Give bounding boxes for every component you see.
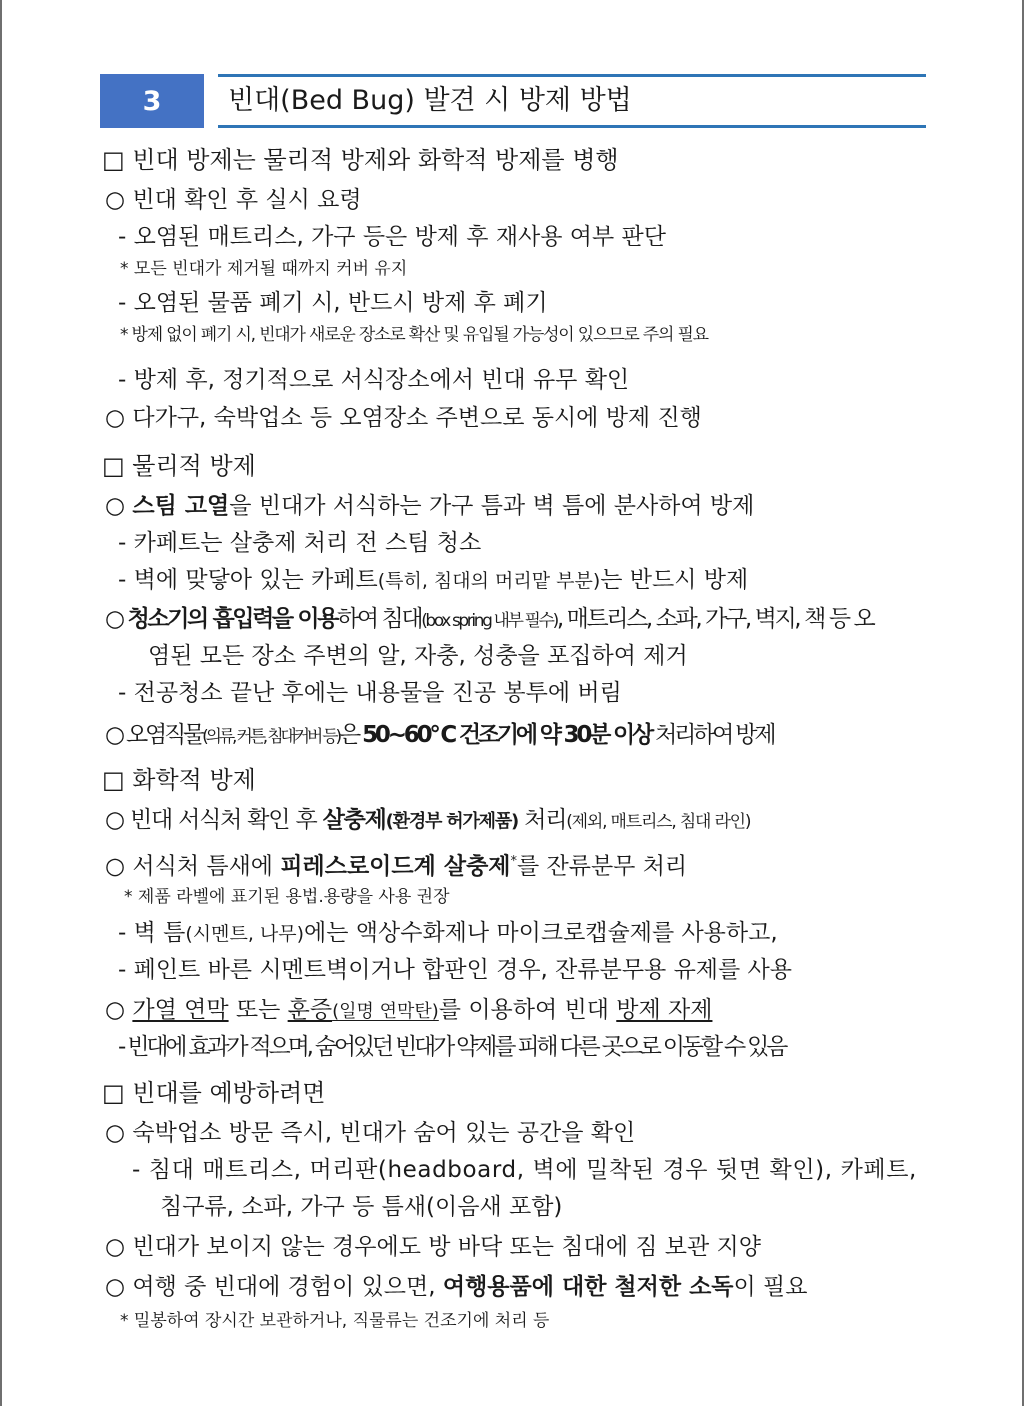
item-check-on-arrival: ○ 숙박업소 방문 즉시, 빈대가 숨어 있는 공간을 확인	[105, 1120, 636, 1146]
item-insecticide: ○ 빈대 서식처 확인 후 살충제(환경부 허가제품) 처리(제외, 매트리스, 침대 라인)	[105, 807, 751, 833]
sub-item-regular-check: - 방제 후, 정기적으로 서식장소에서 빈대 유무 확인	[118, 367, 630, 393]
heading-prevention: □ 빈대를 예방하려면	[102, 1079, 326, 1107]
note-label-usage: * 제품 라벨에 표기된 용법.용량을 사용 권장	[124, 887, 450, 907]
section-number: 3	[100, 74, 204, 128]
item-vacuum: ○ 청소기의 흡입력을 이용하여 침대(box spring 내부 필수), 매트리스, 소파, 가구, 벽지, 책 등 오	[105, 606, 874, 632]
sub-item-carpet-wall: - 벽에 맞닿아 있는 카페트(특히, 침대의 머리맡 부분)는 반드시 방제	[118, 567, 749, 593]
note-disposal-warning: * 방제 없이 폐기 시, 빈대가 새로운 장소로 확산 및 유입될 가능성이 있으므로 주의 필요	[120, 325, 708, 345]
heading-physical-control: □ 물리적 방제	[102, 452, 256, 480]
section-title: 빈대(Bed Bug) 발견 시 방제 방법	[218, 74, 926, 128]
sub-item-check-spots-continued: 침구류, 소파, 가구 등 틈새(이음새 포함)	[160, 1194, 563, 1220]
sub-item-vacuum-bag: - 전공청소 끝난 후에는 내용물을 진공 봉투에 버림	[118, 680, 622, 706]
item-simultaneous-control: ○ 다가구, 숙박업소 등 오염장소 주변으로 동시에 방제 진행	[105, 405, 702, 431]
sub-item-painted-wall: - 페인트 바른 시멘트벽이거나 합판인 경우, 잔류분무용 유제를 사용	[118, 957, 792, 983]
heading-chemical-control: □ 화학적 방제	[102, 766, 256, 794]
sub-item-carpet-steam: - 카페트는 살충제 처리 전 스팀 청소	[118, 530, 482, 556]
sub-item-check-spots: - 침대 매트리스, 머리판(headboard, 벽에 밀착된 경우 뒷면 확인), 카페트,	[132, 1157, 917, 1183]
heading-combined-control: □ 빈대 방제는 물리적 방제와 화학적 방제를 병행	[102, 146, 619, 174]
item-fumigation: ○ 가열 연막 또는 훈증(일명 연막탄)를 이용하여 빈대 방제 자제	[105, 997, 713, 1023]
item-post-check-procedure: ○ 빈대 확인 후 실시 요령	[105, 187, 362, 213]
note-sealing-dryer: * 밀봉하여 장시간 보관하거나, 직물류는 건조기에 처리 등	[120, 1311, 550, 1331]
item-luggage-storage: ○ 빈대가 보이지 않는 경우에도 방 바닥 또는 침대에 짐 보관 지양	[105, 1234, 761, 1260]
sub-item-wall-crack: - 벽 틈(시멘트, 나무)에는 액상수화제나 마이크로캡슐제를 사용하고,	[118, 920, 778, 946]
sub-item-disposal: - 오염된 물품 폐기 시, 반드시 방제 후 폐기	[118, 290, 548, 316]
sub-item-fumigation-reason: - 빈대에 효과가 적으며, 숨어있던 빈대가 약제를 피해 다른 곳으로 이동할 수 있음	[118, 1034, 786, 1060]
note-keep-cover: * 모든 빈대가 제거될 때까지 커버 유지	[120, 259, 408, 279]
section-header	[100, 74, 916, 128]
page-border-left	[0, 0, 2, 1406]
item-travel-disinfection: ○ 여행 중 빈대에 경험이 있으면, 여행용품에 대한 철저한 소독이 필요	[105, 1274, 808, 1300]
item-pyrethroid: ○ 서식처 틈새에 피레스로이드계 살충제*를 잔류분무 처리	[105, 853, 688, 880]
sub-item-reuse-decision: - 오염된 매트리스, 가구 등은 방제 후 재사용 여부 판단	[118, 224, 666, 250]
item-dryer-treatment: ○ 오염직물(의류, 커튼, 침대커버 등)은 50~60℃ 건조기에 약 30분 이상 처리하여 방제	[105, 722, 774, 748]
item-vacuum-continued: 염된 모든 장소 주변의 알, 자충, 성충을 포집하여 제거	[148, 643, 688, 669]
item-steam-heat: ○ 스팀 고열을 빈대가 서식하는 가구 틈과 벽 틈에 분사하여 방제	[105, 493, 755, 519]
